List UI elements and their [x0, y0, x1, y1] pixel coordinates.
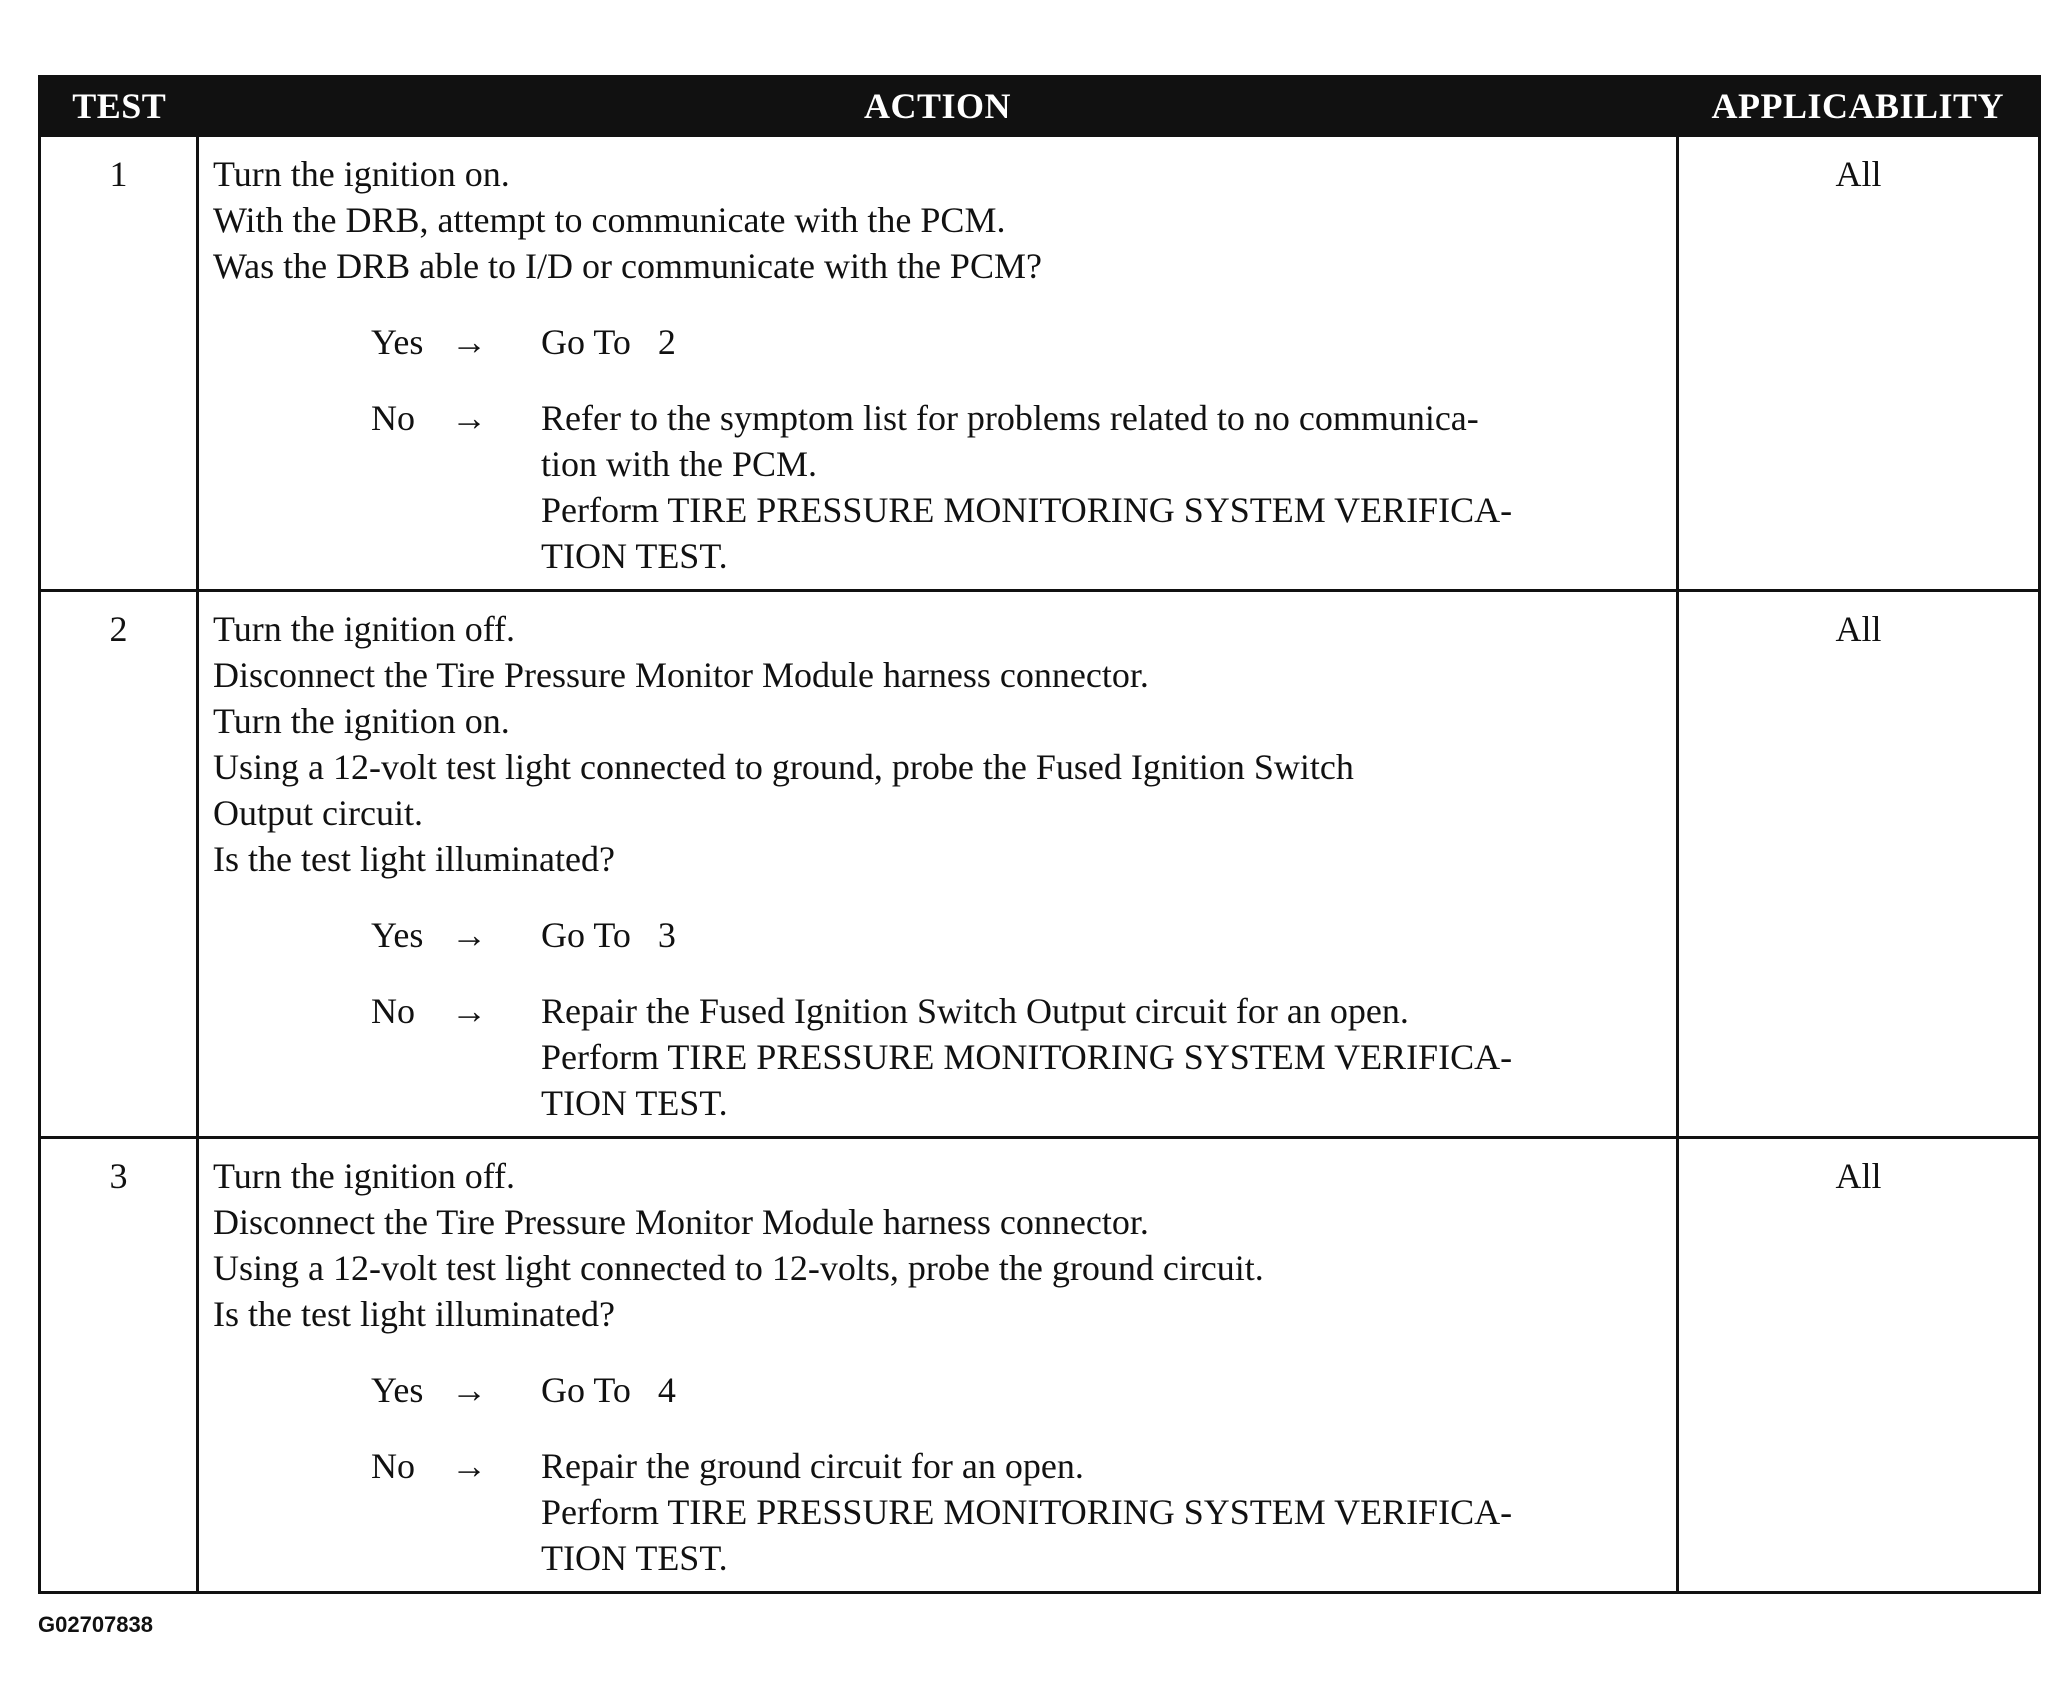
action-step: Turn the ignition off. [213, 609, 516, 649]
outcomes [213, 319, 1664, 579]
header-applicability: APPLICABILITY [1678, 77, 2040, 136]
result-line: TION TEST. [541, 1538, 728, 1578]
answer-label: No [371, 1446, 415, 1486]
figure-id: G02707838 [38, 1612, 153, 1637]
outcomes [213, 912, 1664, 1126]
test-number: 2 [40, 591, 198, 1138]
action-step: Output circuit. [213, 793, 423, 833]
table-row [40, 1138, 2040, 1593]
answer-label: No [371, 398, 415, 438]
right-arrow-icon: → [451, 915, 487, 955]
outcome-result [541, 988, 1664, 1126]
action-step: Turn the ignition on. [213, 154, 510, 194]
result-line: Go To 4 [541, 1370, 676, 1410]
result-line: Perform TIRE PRESSURE MONITORING SYSTEM VERIFICA- [541, 490, 1513, 530]
outcome-yes [371, 319, 1664, 365]
result-line: Perform TIRE PRESSURE MONITORING SYSTEM VERIFICA- [541, 1037, 1513, 1077]
outcome-result [541, 319, 1664, 365]
outcome-result [541, 1443, 1664, 1581]
test-number: 3 [40, 1138, 198, 1593]
result-line: Go To 3 [541, 915, 676, 955]
outcome-result [541, 912, 1664, 958]
action-cell [198, 136, 1678, 591]
action-step: With the DRB, attempt to communicate with the PCM. [213, 200, 1006, 240]
result-line: Refer to the symptom list for problems related to no communica- [541, 398, 1479, 438]
outcomes [213, 1367, 1664, 1581]
outcome-yes [371, 1367, 1664, 1413]
applicability-value: All [1678, 136, 2040, 591]
applicability-value: All [1678, 1138, 2040, 1593]
table-row [40, 591, 2040, 1138]
table-body [40, 136, 2040, 1593]
result-line: Go To 2 [541, 322, 676, 362]
right-arrow-icon: → [451, 1370, 487, 1410]
action-step: Disconnect the Tire Pressure Monitor Module harness connector. [213, 655, 1149, 695]
result-line: TION TEST. [541, 1083, 728, 1123]
result-line: tion with the PCM. [541, 444, 818, 484]
applicability-value: All [1678, 591, 2040, 1138]
right-arrow-icon: → [451, 322, 487, 362]
action-step: Using a 12-volt test light connected to ground, probe the Fused Ignition Switch [213, 747, 1354, 787]
outcome-no [371, 988, 1664, 1126]
result-line: Perform TIRE PRESSURE MONITORING SYSTEM VERIFICA- [541, 1492, 1513, 1532]
outcome-result [541, 1367, 1664, 1413]
result-line: TION TEST. [541, 536, 728, 576]
action-step: Turn the ignition on. [213, 701, 510, 741]
action-cell [198, 1138, 1678, 1593]
answer-label: Yes [371, 322, 424, 362]
outcome-no [371, 1443, 1664, 1581]
answer-label: No [371, 991, 415, 1031]
table-row [40, 136, 2040, 591]
action-step: Turn the ignition off. [213, 1156, 516, 1196]
result-line: Repair the Fused Ignition Switch Output circuit for an open. [541, 991, 1409, 1031]
test-number: 1 [40, 136, 198, 591]
diagnostic-test-table [38, 75, 2041, 1594]
action-step: Was the DRB able to I/D or communicate with the PCM? [213, 246, 1042, 286]
outcome-no [371, 395, 1664, 579]
action-step: Is the test light illuminated? [213, 1294, 615, 1334]
outcome-result [541, 395, 1664, 579]
right-arrow-icon: → [451, 1446, 487, 1486]
right-arrow-icon: → [451, 398, 487, 438]
action-cell [198, 591, 1678, 1138]
right-arrow-icon: → [451, 991, 487, 1031]
header-test: TEST [40, 77, 198, 136]
answer-label: Yes [371, 915, 424, 955]
action-step: Is the test light illuminated? [213, 839, 615, 879]
result-line: Repair the ground circuit for an open. [541, 1446, 1084, 1486]
table-header [40, 77, 2040, 136]
outcome-yes [371, 912, 1664, 958]
action-step: Using a 12-volt test light connected to 12-volts, probe the ground circuit. [213, 1248, 1264, 1288]
answer-label: Yes [371, 1370, 424, 1410]
header-action: ACTION [198, 77, 1678, 136]
action-step: Disconnect the Tire Pressure Monitor Module harness connector. [213, 1202, 1149, 1242]
